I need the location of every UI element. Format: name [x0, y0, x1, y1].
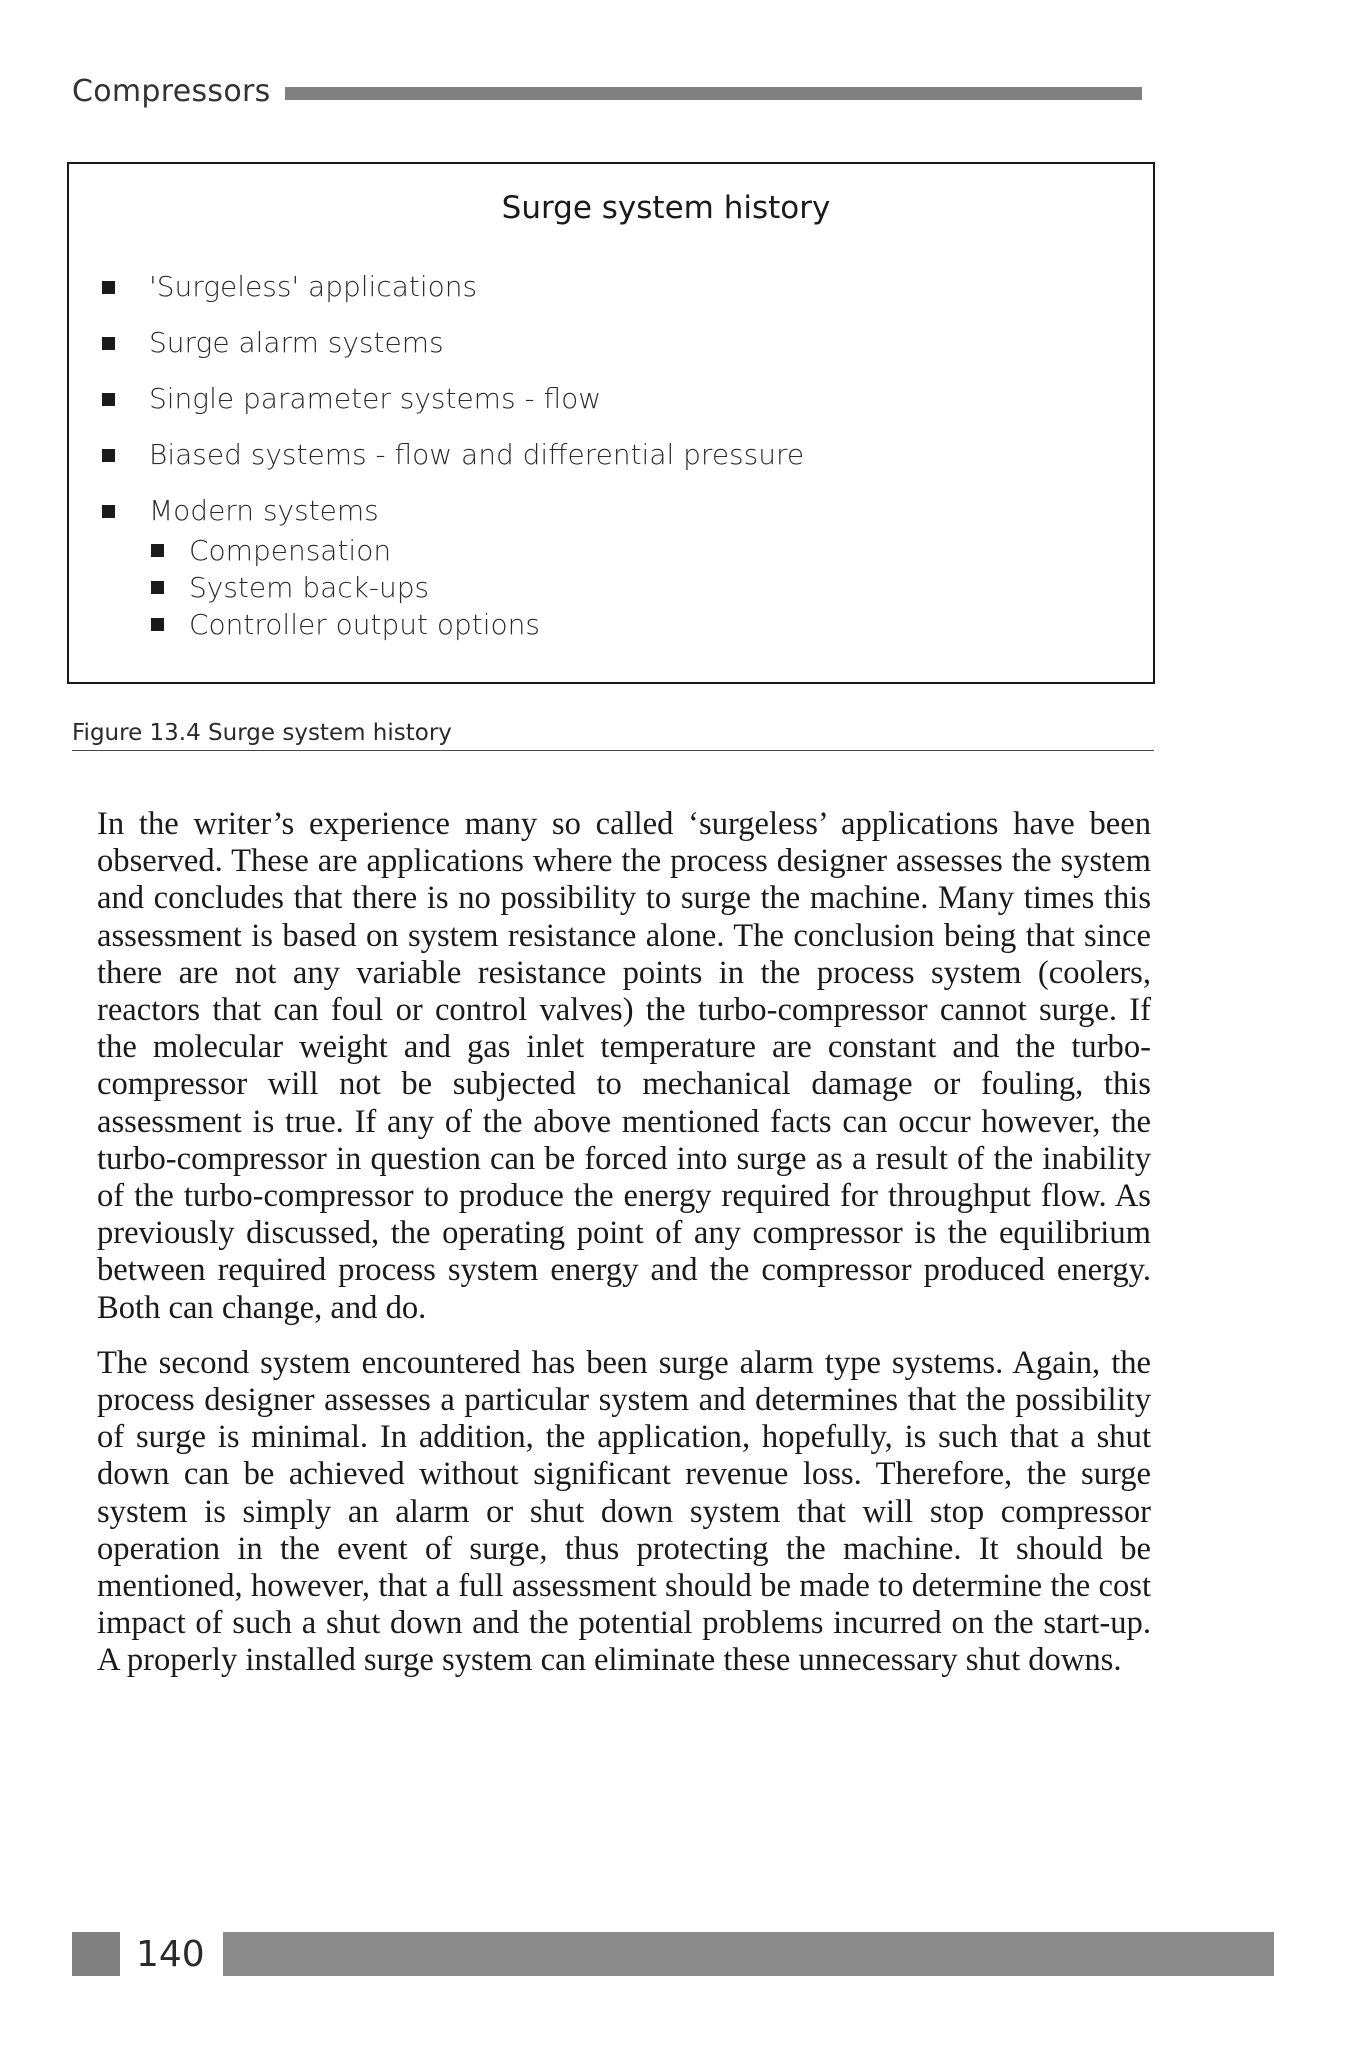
sub-list-item-text: Controller output options: [189, 608, 541, 641]
sub-list-item: [149, 606, 804, 643]
square-bullet-icon: [102, 449, 115, 462]
list-item: [93, 326, 804, 360]
figure-title: Surge system history: [501, 190, 831, 226]
sub-list-item: [149, 532, 804, 569]
sub-list-item: [149, 569, 804, 606]
list-item: [93, 270, 804, 304]
list-item-text: Biased systems - flow and differential pressure: [149, 438, 805, 471]
square-bullet-icon: [102, 281, 115, 294]
square-bullet-icon: [151, 544, 164, 557]
list-item: [93, 438, 804, 472]
bullet-list: [93, 270, 804, 665]
square-bullet-icon: [151, 618, 164, 631]
sub-bullet-list: [149, 532, 804, 643]
list-item-text: 'Surgeless' applications: [149, 270, 478, 303]
paragraph: In the writer’s experience many so called ‘surgeless’ applications have been observed. These are applications where the process designer assesses the system and concludes that there is no possibility to surge the machine. Many times this assessment is based on system resistance alone. The conclusion being that since there are not any variable resistance points in the process system (coolers, reactors that can foul or control valves) the turbo-compressor cannot surge. If the molecular weight and gas inlet temperature are constant and the turbo-compressor will not be subjected to mechanical damage or fouling, this assessment is true. If any of the above mentioned facts can occur however, the turbo-compressor in question can be forced into surge as a result of the inability of the turbo-compressor to produce the energy required for throughput flow. As previously discussed, the operating point of any compressor is the equilibrium between required process system energy and the compressor produced energy. Both can change, and do.: [97, 806, 1151, 1326]
square-bullet-icon: [102, 337, 115, 350]
paragraph: The second system encountered has been surge alarm type systems. Again, the process designer assesses a particular system and determines that the possibility of surge is minimal. In addition, the application, hopefully, is such that a shut down can be achieved without significant revenue loss. Therefore, the surge system is simply an alarm or shut down system that will stop compressor operation in the event of surge, thus protecting the machine. It should be mentioned, however, that a full assessment should be made to determine the cost impact of such a shut down and the potential problems incurred on the start-up. A properly installed surge system can eliminate these unnecessary shut downs.: [97, 1344, 1151, 1679]
square-bullet-icon: [102, 393, 115, 406]
page-footer: [72, 1932, 1274, 1976]
running-head: [72, 72, 1142, 110]
body-text: [97, 806, 1151, 1698]
sub-list-item-text: Compensation: [189, 534, 392, 567]
footer-rule: [223, 1932, 1274, 1976]
page-number: 140: [136, 1933, 205, 1975]
running-head-title: Compressors: [72, 73, 271, 109]
list-item-text: Modern systems: [149, 494, 379, 527]
square-bullet-icon: [102, 505, 115, 518]
running-head-rule: [285, 87, 1142, 100]
figure-caption: Figure 13.4 Surge system history: [72, 720, 1154, 751]
list-item-text: Single parameter systems - flow: [149, 382, 602, 415]
figure-box: [67, 162, 1155, 684]
list-item-text: Surge alarm systems: [149, 326, 444, 359]
list-item: [93, 494, 804, 643]
footer-block: [72, 1932, 120, 1976]
list-item: [93, 382, 804, 416]
square-bullet-icon: [151, 581, 164, 594]
sub-list-item-text: System back-ups: [189, 571, 430, 604]
